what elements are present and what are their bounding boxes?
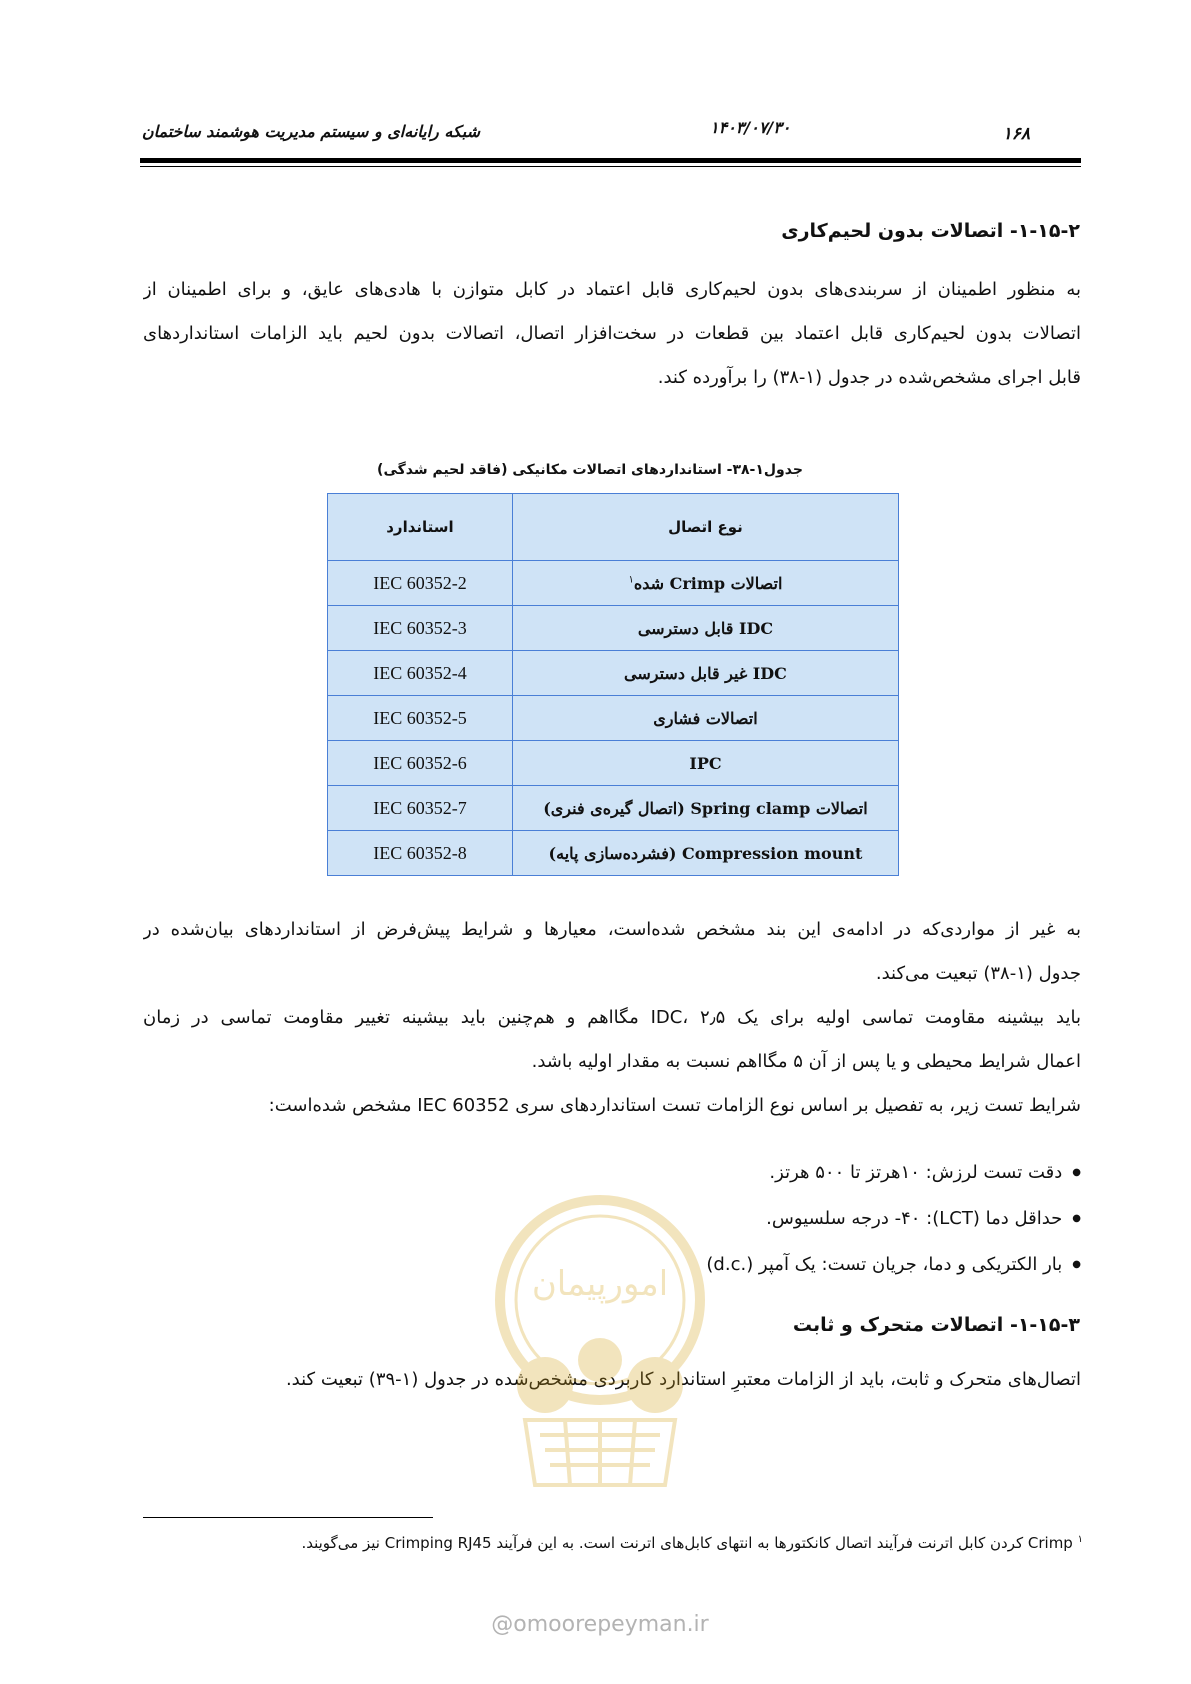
- cell-type: اتصالات فشاری: [512, 696, 898, 741]
- cell-standard: IEC 60352-5: [328, 696, 513, 741]
- cell-type: IPC: [512, 741, 898, 786]
- cell-type: [512, 561, 898, 606]
- table-row: [328, 831, 899, 876]
- cell-type: اتصالات Spring clamp (اتصال گیره‌ی فنری): [512, 786, 898, 831]
- paragraph-line: باید بیشینه مقاومت تماسی اولیه برای یک IDC، ۲٫۵ مگااهم و هم‌چنین باید بیشینه تغییر مقاومت تماسی در زمان: [143, 1007, 1081, 1028]
- running-title: شبکه رایانه‌ای و سیستم مدیریت هوشمند ساختمان: [141, 122, 480, 141]
- paragraph-line: قابل اجرای مشخص‌شده در جدول (۱-۳۸) را برآورده کند.: [657, 367, 1081, 388]
- header-rule-thick: [140, 158, 1081, 163]
- standards-table: [327, 493, 899, 876]
- footnote-mark: ۱: [628, 574, 634, 586]
- section-heading-2: ۱-۱۵-۳- اتصالات متحرک و ثابت: [792, 1314, 1080, 1336]
- paragraph-line: اتصال‌های متحرک و ثابت، باید از الزامات معتبرِ استاندارد کاربردی مشخص‌شده در جدول (۱-۳۹) تبعیت کند.: [285, 1369, 1081, 1390]
- cell-type: IDC قابل دسترسی: [512, 606, 898, 651]
- paragraph-1: [143, 268, 1081, 400]
- list-item: ● دقت تست لرزش: ۱۰هرتز تا ۵۰۰ هرتز.: [481, 1150, 1081, 1196]
- cell-standard: IEC 60352-4: [328, 651, 513, 696]
- list-item: ● حداقل دما (LCT): ۴۰- درجه سلسیوس.: [481, 1196, 1081, 1242]
- watermark-url: @omoorepeyman.ir: [491, 1612, 709, 1637]
- footnote-text: Crimp کردن کابل اترنت فرآیند اتصال کانکتورها به انتهای کابل‌های اترنت است. به این فرآیند Crimping RJ45 نیز می‌گویند.: [301, 1534, 1073, 1552]
- cell-type-text: اتصالات Crimp شده: [633, 573, 783, 593]
- cell-standard: IEC 60352-6: [328, 741, 513, 786]
- table-row: [328, 561, 899, 606]
- cell-type: IDC غیر قابل دسترسی: [512, 651, 898, 696]
- header-standard: استاندارد: [328, 494, 513, 561]
- paragraph-line: شرایط تست زیر، به تفصیل بر اساس نوع الزامات تست استانداردهای سری IEC 60352 مشخص شده‌است:: [268, 1095, 1081, 1116]
- cell-standard: IEC 60352-2: [328, 561, 513, 606]
- paragraph-line: اعمال شرایط محیطی و یا پس از آن ۵ مگااهم نسبت به مقدار اولیه باشد.: [531, 1051, 1081, 1072]
- paragraph-line: جدول (۱-۳۸) تبعیت می‌کند.: [875, 963, 1081, 984]
- footnote-mark: ۱: [1077, 1534, 1083, 1545]
- header-type: نوع اتصال: [512, 494, 898, 561]
- paragraph-line: اتصالات بدون لحیم‌کاری قابل اعتماد بین قطعات در سخت‌افزار اتصال، اتصالات بدون لحیم باید الزامات استانداردهای: [143, 323, 1081, 344]
- paragraph-line: به منظور اطمینان از سربندی‌های بدون لحیم‌کاری قابل اعتماد در کابل متوازن با هادی‌های عایق، و برای اطمینان از: [143, 279, 1081, 300]
- table-row: [328, 741, 899, 786]
- header-rule-thin: [140, 166, 1081, 167]
- table-header-row: [328, 494, 899, 561]
- watermark-text: امورپیمان: [531, 1264, 669, 1304]
- cell-standard: IEC 60352-8: [328, 831, 513, 876]
- table-row: [328, 786, 899, 831]
- paragraph-3: [143, 1358, 1081, 1402]
- table-row: [328, 696, 899, 741]
- cell-standard: IEC 60352-3: [328, 606, 513, 651]
- list-item: ● بار الکتریکی و دما، جریان تست: یک آمپر (.d.c): [481, 1242, 1081, 1288]
- section-heading-1: ۱-۱۵-۲- اتصالات بدون لحیم‌کاری: [781, 220, 1080, 242]
- cell-standard: IEC 60352-7: [328, 786, 513, 831]
- cell-type: Compression mount (فشرده‌سازی پایه): [512, 831, 898, 876]
- footnote-rule: [143, 1517, 433, 1518]
- test-conditions-list: [481, 1150, 1081, 1288]
- table-row: [328, 606, 899, 651]
- paragraph-2: [143, 908, 1081, 1128]
- page-header: [140, 116, 1080, 148]
- paragraph-line: به غیر از مواردی‌که در ادامه‌ی این بند مشخص شده‌است، معیارها و شرایط پیش‌فرض از استانداردهای بیان‌شده در: [143, 919, 1081, 940]
- table-row: [328, 651, 899, 696]
- header-date: ۱۴۰۳/۰۷/۳۰: [710, 118, 791, 137]
- footnote: [123, 1534, 1083, 1552]
- page-number: ۱۶۸: [1002, 124, 1030, 144]
- table-caption: جدول۱-۳۸- استانداردهای اتصالات مکانیکی (فاقد لحیم شدگی): [377, 462, 803, 478]
